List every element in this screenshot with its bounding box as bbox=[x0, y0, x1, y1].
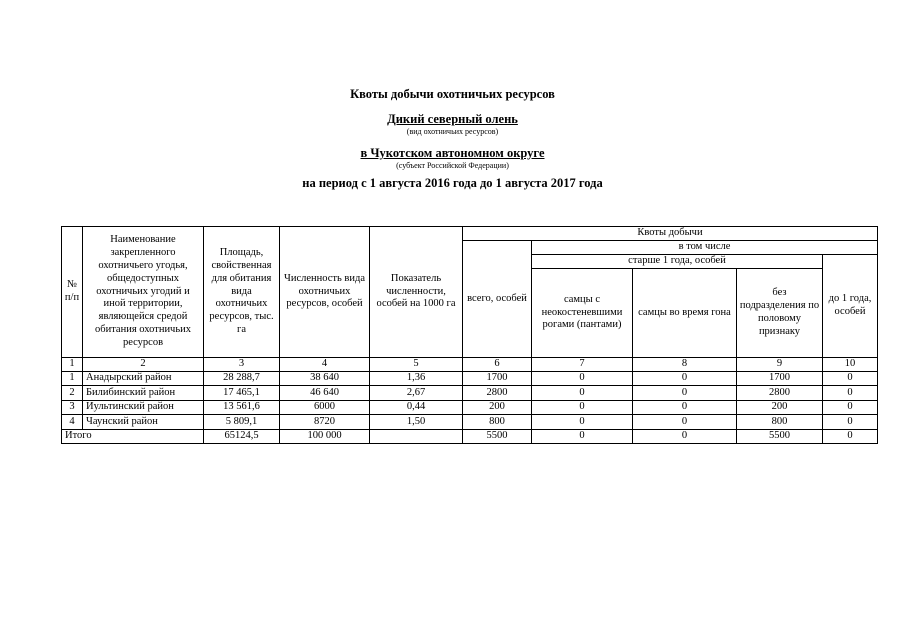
row-num: 4 bbox=[62, 415, 83, 430]
row-males-rut: 0 bbox=[633, 415, 737, 430]
column-number: 2 bbox=[83, 358, 204, 372]
header-no-sex: без подразделения по половому признаку bbox=[737, 269, 823, 358]
row-under1: 0 bbox=[823, 371, 878, 386]
header-quotas: Квоты добычи bbox=[463, 227, 878, 241]
row-area: 17 465,1 bbox=[204, 386, 280, 401]
row-males-rut: 0 bbox=[633, 400, 737, 415]
row-territory: Иультинский район bbox=[83, 400, 204, 415]
total-population: 100 000 bbox=[280, 429, 370, 444]
column-number: 3 bbox=[204, 358, 280, 372]
row-total: 800 bbox=[463, 415, 532, 430]
row-no-sex: 800 bbox=[737, 415, 823, 430]
row-males-antlers: 0 bbox=[532, 415, 633, 430]
row-total: 2800 bbox=[463, 386, 532, 401]
total-males-rut: 0 bbox=[633, 429, 737, 444]
row-total: 200 bbox=[463, 400, 532, 415]
row-no-sex: 2800 bbox=[737, 386, 823, 401]
header-area: Площадь, свойственная для обитания вида охотничьих ресурсов, тыс. га bbox=[204, 227, 280, 358]
row-num: 2 bbox=[62, 386, 83, 401]
total-total: 5500 bbox=[463, 429, 532, 444]
column-number: 10 bbox=[823, 358, 878, 372]
row-territory: Анадырский район bbox=[83, 371, 204, 386]
column-number: 8 bbox=[633, 358, 737, 372]
table-row bbox=[62, 400, 878, 415]
row-density: 1,36 bbox=[370, 371, 463, 386]
row-males-rut: 0 bbox=[633, 371, 737, 386]
total-no-sex: 5500 bbox=[737, 429, 823, 444]
column-number: 9 bbox=[737, 358, 823, 372]
row-population: 46 640 bbox=[280, 386, 370, 401]
row-males-rut: 0 bbox=[633, 386, 737, 401]
column-number: 6 bbox=[463, 358, 532, 372]
row-population: 38 640 bbox=[280, 371, 370, 386]
row-under1: 0 bbox=[823, 386, 878, 401]
row-area: 5 809,1 bbox=[204, 415, 280, 430]
row-males-antlers: 0 bbox=[532, 371, 633, 386]
table-row bbox=[62, 386, 878, 401]
species-caption: (вид охотничьих ресурсов) bbox=[406, 127, 499, 136]
total-label: Итого bbox=[62, 429, 204, 444]
table-row bbox=[62, 371, 878, 386]
header-under1: до 1 года, особей bbox=[823, 255, 878, 358]
row-population: 8720 bbox=[280, 415, 370, 430]
header-num: № п/п bbox=[62, 227, 83, 358]
region-caption: (субъект Российской Федерации) bbox=[396, 161, 509, 170]
total-under1: 0 bbox=[823, 429, 878, 444]
header-older: старше 1 года, особей bbox=[532, 255, 823, 269]
document-title: Квоты добычи охотничьих ресурсов bbox=[350, 87, 555, 101]
row-density: 2,67 bbox=[370, 386, 463, 401]
quota-table bbox=[61, 226, 878, 444]
header-total: всего, особей bbox=[463, 241, 532, 358]
column-number: 4 bbox=[280, 358, 370, 372]
row-num: 3 bbox=[62, 400, 83, 415]
total-area: 65124,5 bbox=[204, 429, 280, 444]
row-under1: 0 bbox=[823, 400, 878, 415]
column-number: 1 bbox=[62, 358, 83, 372]
region-name: в Чукотском автономном округе bbox=[360, 146, 545, 160]
row-territory: Билибинский район bbox=[83, 386, 204, 401]
column-number: 5 bbox=[370, 358, 463, 372]
row-num: 1 bbox=[62, 371, 83, 386]
total-males-antlers: 0 bbox=[532, 429, 633, 444]
total-row bbox=[62, 429, 878, 444]
row-density: 0,44 bbox=[370, 400, 463, 415]
header-population: Численность вида охотничьих ресурсов, особей bbox=[280, 227, 370, 358]
row-under1: 0 bbox=[823, 415, 878, 430]
row-total: 1700 bbox=[463, 371, 532, 386]
column-number: 7 bbox=[532, 358, 633, 372]
species-name: Дикий северный олень bbox=[387, 112, 518, 126]
row-territory: Чаунский район bbox=[83, 415, 204, 430]
row-population: 6000 bbox=[280, 400, 370, 415]
header-name: Наименование закрепленного охотничьего угодья, общедоступных охотничьих угодий и иной территории, являющейся средой обитания охотничьих ресурсов bbox=[83, 227, 204, 358]
row-density: 1,50 bbox=[370, 415, 463, 430]
table-row bbox=[62, 415, 878, 430]
header-males-antlers: самцы с неокостеневшими рогами (пантами) bbox=[532, 269, 633, 358]
header-males-rut: самцы во время гона bbox=[633, 269, 737, 358]
row-area: 28 288,7 bbox=[204, 371, 280, 386]
row-males-antlers: 0 bbox=[532, 400, 633, 415]
row-males-antlers: 0 bbox=[532, 386, 633, 401]
row-area: 13 561,6 bbox=[204, 400, 280, 415]
row-no-sex: 200 bbox=[737, 400, 823, 415]
period-text: на период с 1 августа 2016 года до 1 августа 2017 года bbox=[302, 176, 603, 190]
header-including: в том числе bbox=[532, 241, 878, 255]
total-density bbox=[370, 429, 463, 444]
header-density: Показатель численности, особей на 1000 га bbox=[370, 227, 463, 358]
row-no-sex: 1700 bbox=[737, 371, 823, 386]
column-numbers-row bbox=[62, 358, 878, 372]
